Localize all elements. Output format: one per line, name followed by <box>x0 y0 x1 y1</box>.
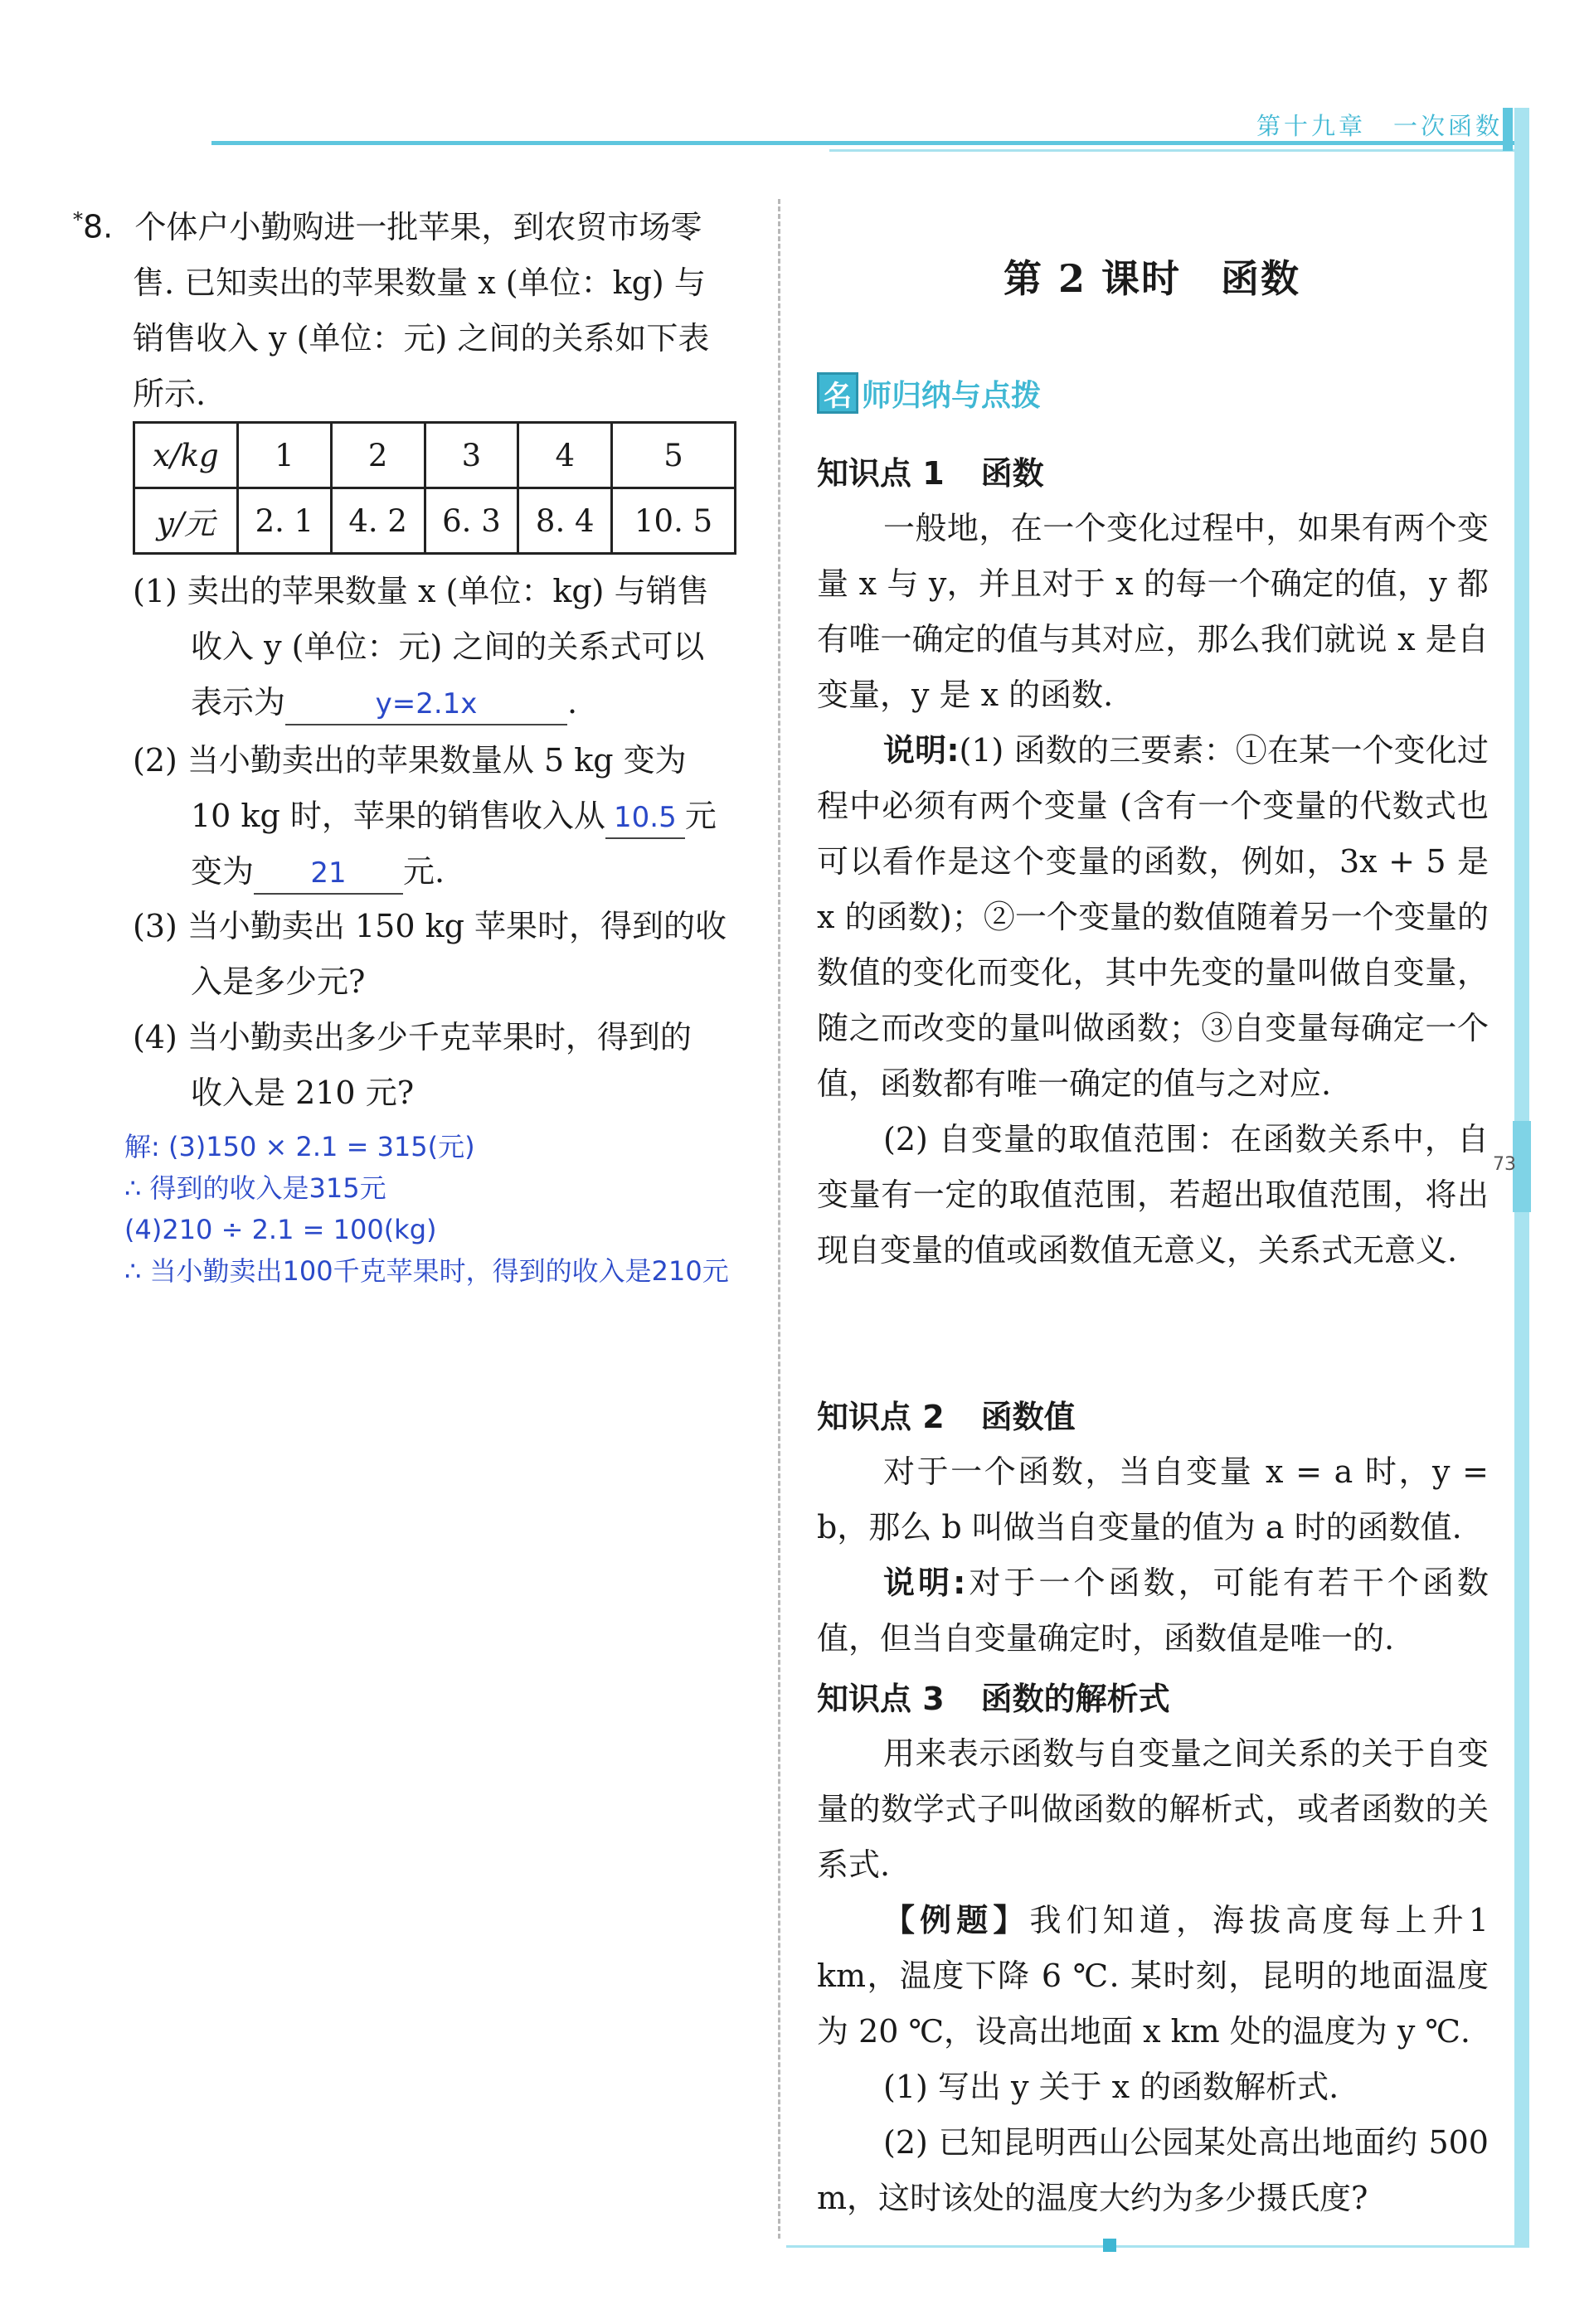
paragraph: 对于一个函数，可能有若干个函数值，但当自变量确定时，函数值是唯一的. <box>817 1565 1489 1657</box>
answer-income-from: 10.5 <box>605 798 685 839</box>
table-cell: 6. 3 <box>425 488 518 554</box>
sub-line: 收入是 210 元? <box>191 1075 415 1111</box>
banner-badge: 名 <box>817 372 858 414</box>
sub-question-3 <box>133 899 746 1010</box>
sub-line: (1) 卖出的苹果数量 x (单位：kg) 与销售 <box>133 573 709 609</box>
note-label: 说明: <box>883 732 960 769</box>
header-tab-marker <box>1503 108 1513 151</box>
sub-line: 入是多少元? <box>191 963 366 1000</box>
table-row-label: y/元 <box>134 488 238 554</box>
sub-question-1 <box>133 564 746 730</box>
column-divider <box>778 199 780 2239</box>
example-label: 【例题】 <box>883 1902 1030 1938</box>
footer-marker <box>1103 2239 1116 2252</box>
lesson-title: 第 2 课时 函数 <box>1004 256 1301 301</box>
paragraph: (2) 自变量的取值范围：在函数关系中，自变量有一定的取值范围，若超出取值范围，将出现自变量的值或函数值无意义，关系式无意义. <box>817 1121 1489 1269</box>
table-row-label: x/kg <box>134 423 238 488</box>
chapter-header: 第十九章 一次函数 <box>1256 112 1503 140</box>
question-line: 所示. <box>133 375 207 412</box>
solution-line: ∴ 当小勤卖出100千克苹果时，得到的收入是210元 <box>124 1255 729 1287</box>
knowledge-point-3-body <box>817 1726 1489 2226</box>
solution-line: (4)210 ÷ 2.1 = 100(kg) <box>124 1214 437 1245</box>
table-cell: 2. 1 <box>238 488 332 554</box>
unit: 元. <box>403 853 445 890</box>
sub-line: (3) 当小勤卖出 150 kg 苹果时，得到的收 <box>133 908 727 944</box>
header-rule <box>211 141 1518 145</box>
sub-line: 变为 <box>191 853 255 890</box>
question-line: 销售收入 y (单位：元) 之间的关系如下表 <box>133 319 710 357</box>
table-cell: 3 <box>425 423 518 488</box>
answer-income-to: 21 <box>254 853 403 895</box>
paragraph: (2) 已知昆明西山公园某处高出地面约 500 m，这时该处的温度大约为多少摄氏度? <box>817 2124 1489 2216</box>
kp-title: 函数 <box>980 455 1044 492</box>
kp-title: 函数的解析式 <box>980 1681 1170 1717</box>
knowledge-point-2-body <box>817 1444 1489 1667</box>
handwritten-solution <box>124 1126 729 1292</box>
solution-line: ∴ 得到的收入是315元 <box>124 1172 386 1204</box>
solution-line: 解: (3)150 × 2.1 = 315(元) <box>124 1131 475 1162</box>
table-cell: 4 <box>518 423 612 488</box>
sub-question-4 <box>133 1010 746 1121</box>
paragraph: 对于一个函数，当自变量 x = a 时，y = b，那么 b 叫做当自变量的值为 a 时的函数值. <box>817 1453 1489 1545</box>
knowledge-point-1-body <box>817 501 1489 1278</box>
table-cell: 8. 4 <box>518 488 612 554</box>
question-8 <box>73 192 753 422</box>
question-line: 售. 已知卖出的苹果数量 x (单位：kg) 与 <box>133 264 706 301</box>
table-cell: 2 <box>331 423 425 488</box>
page-number: 73 <box>1493 1154 1516 1175</box>
banner-text: 师归纳与点拨 <box>862 378 1042 413</box>
table-cell: 4. 2 <box>331 488 425 554</box>
paragraph: (1) 函数的三要素：①在某一个变化过程中必须有两个变量 (含有一个变量的代数式也可以看作是这个变量的函数，例如，3x + 5 是 x 的函数)；②一个变量的数值随着另一个变量的数值的变化而变化，其中先变的量叫做自变量，随之而改变的量叫做函数；③自变量每确定一个值，函数都有唯一确定的值与之对应. <box>817 732 1489 1102</box>
note-label: 说明: <box>883 1565 966 1601</box>
table-row <box>134 488 736 554</box>
paragraph: (1) 写出 y 关于 x 的函数解析式. <box>883 2069 1339 2105</box>
section-banner <box>817 371 1041 415</box>
paragraph: 我们知道，海拔高度每上升1 km，温度下降 6 ℃. 某时刻，昆明的地面温度为 20 ℃，设高出地面 x km 处的温度为 y ℃. <box>817 1902 1489 2050</box>
header-rule-secondary <box>829 149 1518 152</box>
kp-title: 函数值 <box>980 1399 1076 1435</box>
sub-line: (4) 当小勤卖出多少千克苹果时，得到的 <box>133 1019 692 1055</box>
sub-line: 收入 y (单位：元) 之间的关系式可以 <box>191 628 705 665</box>
knowledge-point-2-heading <box>817 1391 1076 1437</box>
sub-line: 表示为 <box>191 684 286 720</box>
sub-end: . <box>567 684 578 720</box>
answer-relation: y=2.1x <box>285 684 567 725</box>
kp-label: 知识点 3 <box>817 1681 945 1717</box>
table-cell: 5 <box>612 423 736 488</box>
sub-question-2 <box>133 733 746 900</box>
question-line: 个体户小勤购进一批苹果，到农贸市场零 <box>134 208 702 245</box>
knowledge-point-1-heading <box>817 448 1044 493</box>
paragraph: 用来表示函数与自变量之间关系的关于自变量的数学式子叫做函数的解析式，或者函数的关系式. <box>817 1735 1489 1883</box>
unit: 元 <box>684 798 717 834</box>
sub-line: 10 kg 时，苹果的销售收入从 <box>191 798 605 834</box>
sub-line: (2) 当小勤卖出的苹果数量从 5 kg 变为 <box>133 742 687 779</box>
apple-sales-table <box>133 421 736 555</box>
paragraph: 一般地，在一个变化过程中，如果有两个变量 x 与 y，并且对于 x 的每一个确定的值，y 都有唯一确定的值与其对应，那么我们就说 x 是自变量，y 是 x 的函数. <box>817 510 1489 713</box>
question-number: 8. <box>83 208 114 245</box>
table-row <box>134 423 736 488</box>
table-cell: 10. 5 <box>612 488 736 554</box>
kp-label: 知识点 2 <box>817 1399 945 1435</box>
knowledge-point-3-heading <box>817 1673 1170 1719</box>
table-cell: 1 <box>238 423 332 488</box>
footer-rule <box>786 2245 1529 2248</box>
question-star: * <box>73 208 83 231</box>
kp-label: 知识点 1 <box>817 455 945 492</box>
